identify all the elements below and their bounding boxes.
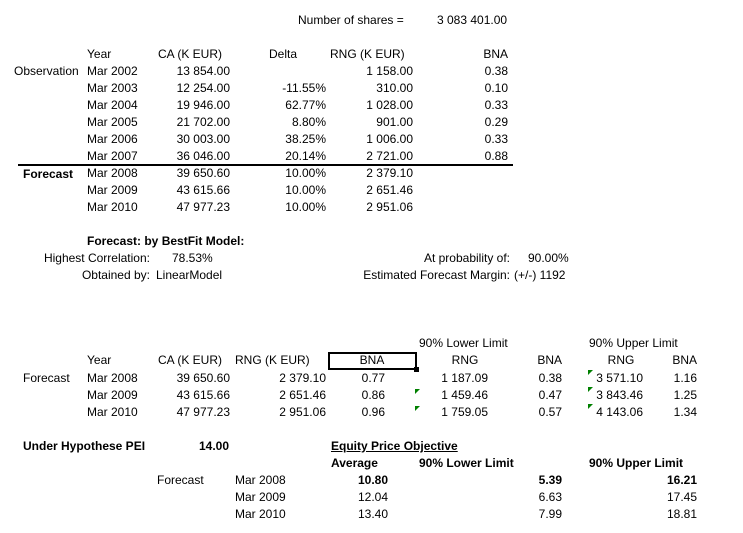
comment-marker-icon [415, 389, 420, 394]
history-rng-cell: 1 158.00 [366, 64, 413, 78]
history-rng-cell: 1 028.00 [366, 98, 413, 112]
comment-marker-icon [588, 404, 593, 409]
history-delta-cell: 10.00% [285, 183, 326, 197]
history-forecast-label: Forecast [23, 167, 74, 181]
history-rng-cell: 2 721.00 [366, 149, 413, 163]
lower-bna-cell: 0.57 [538, 405, 562, 419]
forecast-year-cell: Mar 2009 [87, 388, 138, 402]
forecast-ca-cell: 47 977.23 [176, 405, 230, 419]
history-year-cell: Mar 2003 [87, 81, 138, 95]
history-year-cell: Mar 2006 [87, 132, 138, 146]
equity-row-label: Forecast [157, 473, 204, 487]
lower-rng-cell: 1 759.05 [441, 405, 488, 419]
equity-upper-cell: 18.81 [666, 507, 697, 521]
history-ca-cell: 12 254.00 [176, 81, 230, 95]
forecast-ca-cell: 43 615.66 [176, 388, 230, 402]
equity-lower-cell: 6.63 [538, 490, 562, 504]
margin-value: (+/-) 1192 [514, 268, 566, 282]
history-year-cell: Mar 2007 [87, 149, 138, 163]
history-year-cell: Mar 2004 [87, 98, 138, 112]
history-bna-header: BNA [483, 47, 508, 61]
upper-bna-cell: 1.25 [673, 388, 697, 402]
history-rng-cell: 1 006.00 [366, 132, 413, 146]
history-delta-cell: -11.55% [282, 81, 326, 95]
history-ca-cell: 43 615.66 [176, 183, 230, 197]
upper-limit-title: 90% Upper Limit [589, 336, 678, 350]
upper-rng-cell: 3 571.10 [596, 371, 643, 385]
equity-average-cell: 12.04 [357, 490, 388, 504]
history-bna-cell: 0.88 [484, 149, 508, 163]
pe-value: 14.00 [198, 439, 229, 453]
history-ca-cell: 30 003.00 [176, 132, 230, 146]
history-delta-cell: 38.25% [285, 132, 326, 146]
history-ca-header: CA (K EUR) [158, 47, 223, 61]
forecast-rng-cell: 2 379.10 [279, 371, 326, 385]
equity-upper-cell: 16.21 [666, 473, 697, 487]
comment-marker-icon [415, 406, 420, 411]
history-ca-cell: 13 854.00 [176, 64, 230, 78]
correlation-value: 78.53% [172, 251, 213, 265]
history-year-cell: Mar 2008 [87, 166, 138, 180]
forecast-bna-cell: 0.96 [361, 405, 385, 419]
probability-value: 90.00% [528, 251, 569, 265]
history-rng-cell: 2 651.46 [366, 183, 413, 197]
forecast-bna-header[interactable]: BNA [359, 353, 385, 367]
history-year-header: Year [87, 47, 112, 61]
history-delta-header: Delta [268, 47, 297, 61]
comment-marker-icon [588, 387, 593, 392]
forecast-row-label: Forecast [23, 371, 70, 385]
shares-label: Number of shares = [298, 13, 404, 27]
lower-bna-header: BNA [537, 353, 562, 367]
upper-bna-cell: 1.34 [673, 405, 697, 419]
history-rng-header: RNG (K EUR) [330, 47, 405, 61]
lower-rng-header: RNG [451, 353, 479, 367]
forecast-year-cell: Mar 2008 [87, 371, 138, 385]
forecast-year-header: Year [87, 353, 112, 367]
history-ca-cell: 36 046.00 [176, 149, 230, 163]
history-bna-cell: 0.38 [484, 64, 508, 78]
history-rng-cell: 901.00 [376, 115, 413, 129]
equity-year-cell: Mar 2010 [235, 507, 286, 521]
model-title: Forecast: by BestFit Model: [87, 234, 245, 248]
equity-average-cell: 13.40 [357, 507, 388, 521]
history-delta-cell: 20.14% [285, 149, 326, 163]
equity-average-cell: 10.80 [357, 473, 388, 487]
history-delta-cell: 10.00% [285, 200, 326, 214]
shares-value: 3 083 401.00 [437, 13, 508, 27]
lower-rng-cell: 1 187.09 [441, 371, 488, 385]
equity-title: Equity Price Objective [331, 439, 458, 453]
lower-bna-cell: 0.47 [538, 388, 562, 402]
equity-upper-cell: 17.45 [666, 490, 697, 504]
history-rng-cell: 2 951.06 [366, 200, 413, 214]
equity-year-cell: Mar 2009 [235, 490, 286, 504]
forecast-ca-cell: 39 650.60 [176, 371, 230, 385]
equity-lower-cell: 7.99 [538, 507, 562, 521]
correlation-label: Highest Correlation: [43, 251, 150, 265]
comment-marker-icon [588, 370, 593, 375]
forecast-rng-header: RNG (K EUR) [235, 353, 310, 367]
fill-handle[interactable] [414, 367, 419, 372]
lower-bna-cell: 0.38 [538, 371, 562, 385]
history-bna-cell: 0.10 [484, 81, 508, 95]
history-rng-cell: 2 379.10 [366, 166, 413, 180]
equity-upper-header: 90% Upper Limit [589, 456, 684, 470]
equity-year-cell: Mar 2008 [235, 473, 286, 487]
probability-label: At probability of: [423, 251, 510, 265]
history-ca-cell: 19 946.00 [176, 98, 230, 112]
history-year-cell: Mar 2009 [87, 183, 138, 197]
forecast-bna-cell: 0.86 [361, 388, 385, 402]
equity-average-header: Average [331, 456, 378, 470]
history-ca-cell: 39 650.60 [176, 166, 230, 180]
history-rng-cell: 310.00 [376, 81, 413, 95]
history-year-cell: Mar 2010 [87, 200, 138, 214]
history-year-cell: Mar 2005 [87, 115, 138, 129]
obtained-value: LinearModel [156, 268, 223, 282]
history-delta-cell: 62.77% [285, 98, 326, 112]
forecast-rng-cell: 2 951.06 [279, 405, 326, 419]
upper-bna-header: BNA [672, 353, 697, 367]
history-year-cell: Mar 2002 [87, 64, 138, 78]
forecast-rng-cell: 2 651.46 [279, 388, 326, 402]
lower-rng-cell: 1 459.46 [441, 388, 488, 402]
hypothesis-label: Under Hypothese PEI [23, 439, 146, 453]
forecast-divider [18, 164, 513, 166]
upper-rng-cell: 4 143.06 [596, 405, 643, 419]
history-delta-cell: 10.00% [285, 166, 326, 180]
forecast-bna-cell: 0.77 [361, 371, 385, 385]
margin-label: Estimated Forecast Margin: [363, 268, 510, 282]
lower-limit-title: 90% Lower Limit [419, 336, 508, 350]
equity-lower-header: 90% Lower Limit [419, 456, 514, 470]
history-ca-cell: 47 977.23 [176, 200, 230, 214]
forecast-ca-header: CA (K EUR) [158, 353, 223, 367]
observation-label: Observation [14, 64, 79, 78]
history-bna-cell: 0.33 [484, 98, 508, 112]
equity-lower-cell: 5.39 [538, 473, 562, 487]
upper-bna-cell: 1.16 [673, 371, 697, 385]
forecast-year-cell: Mar 2010 [87, 405, 138, 419]
history-ca-cell: 21 702.00 [176, 115, 230, 129]
upper-rng-header: RNG [607, 353, 635, 367]
history-delta-cell: 8.80% [291, 115, 326, 129]
obtained-label: Obtained by: [81, 268, 150, 282]
selected-cell[interactable] [328, 352, 417, 370]
upper-rng-cell: 3 843.46 [596, 388, 643, 402]
history-bna-cell: 0.29 [484, 115, 508, 129]
history-bna-cell: 0.33 [484, 132, 508, 146]
